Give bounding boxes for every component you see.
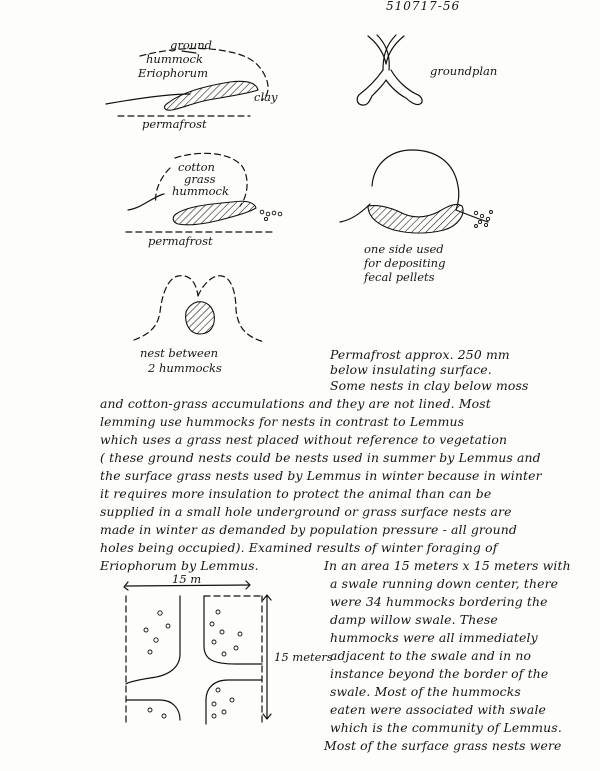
- note-lower-line: In an area 15 meters x 15 meters with: [324, 558, 571, 573]
- note-lower-line: swale. Most of the hummocks: [330, 684, 521, 699]
- note-lower-line: damp willow swale. These: [330, 612, 498, 627]
- figure-area-map: [124, 581, 271, 724]
- body-line: ( these ground nests could be nests used in summer by Lemmus and: [100, 450, 541, 465]
- note-lower-line: were 34 hummocks bordering the: [330, 594, 548, 609]
- page-id: 510717-56: [386, 0, 461, 13]
- note-lower-line: a swale running down center, there: [330, 576, 559, 591]
- figure-nest-between-hummocks: [134, 276, 264, 342]
- map-label-height: 15 meters: [274, 650, 333, 664]
- map-label-width: 15 m: [172, 572, 202, 586]
- fig1-label-ground: ground: [170, 38, 212, 52]
- figure-groundplan: [357, 35, 422, 105]
- fig5-caption-1: nest between: [140, 346, 219, 360]
- fig1-label-permafrost: permafrost: [142, 117, 207, 131]
- fig4-caption-1: one side used: [364, 242, 444, 256]
- fig3-label-permafrost: permafrost: [148, 234, 213, 248]
- body-line: which uses a grass nest placed without reference to vegetation: [100, 432, 508, 447]
- body-line: it requires more insulation to protect the animal than can be: [100, 486, 492, 501]
- fig2-label-groundplan: groundplan: [430, 64, 498, 78]
- fig1-label-clay: clay: [254, 90, 278, 104]
- note-lower-line: instance beyond the border of the: [330, 666, 549, 681]
- body-line: the surface grass nests used by Lemmus in winter because in winter: [100, 468, 542, 483]
- fig1-label-hummock: hummock: [146, 52, 203, 66]
- body-line: made in winter as demanded by population pressure - all ground: [100, 522, 517, 537]
- note-lower-line: adjacent to the swale and in no: [330, 648, 532, 663]
- note-lower-line: hummocks were all immediately: [330, 630, 538, 645]
- note-lower-line: which is the community of Lemmus.: [330, 720, 562, 735]
- fig1-label-plant: Eriophorum: [138, 66, 208, 80]
- fig4-caption-2: for depositing: [364, 256, 446, 270]
- note-right-line: below insulating surface.: [330, 362, 492, 377]
- fig3-label-hummock: hummock: [172, 184, 229, 198]
- fig5-caption-2: 2 hummocks: [148, 361, 222, 375]
- body-line: Eriophorum by Lemmus.: [100, 558, 259, 573]
- note-lower-line: Most of the surface grass nests were: [324, 738, 562, 753]
- fig3-label-grass: grass: [184, 172, 216, 186]
- fig4-caption-3: fecal pellets: [364, 270, 435, 284]
- body-line: holes being occupied). Examined results of winter foraging of: [100, 540, 498, 555]
- note-right-line: Permafrost approx. 250 mm: [330, 347, 510, 362]
- figure-nest-fecal-pellets: [340, 150, 493, 233]
- body-line: lemming use hummocks for nests in contrast to Lemmus: [100, 414, 465, 429]
- body-line: and cotton-grass accumulations and they are not lined. Most: [100, 396, 491, 411]
- note-right-line: Some nests in clay below moss: [330, 378, 529, 393]
- note-lower-line: eaten were associated with swale: [330, 702, 547, 717]
- fig3-label-cotton: cotton: [178, 160, 215, 174]
- body-line: supplied in a small hole underground or grass surface nests are: [100, 504, 512, 519]
